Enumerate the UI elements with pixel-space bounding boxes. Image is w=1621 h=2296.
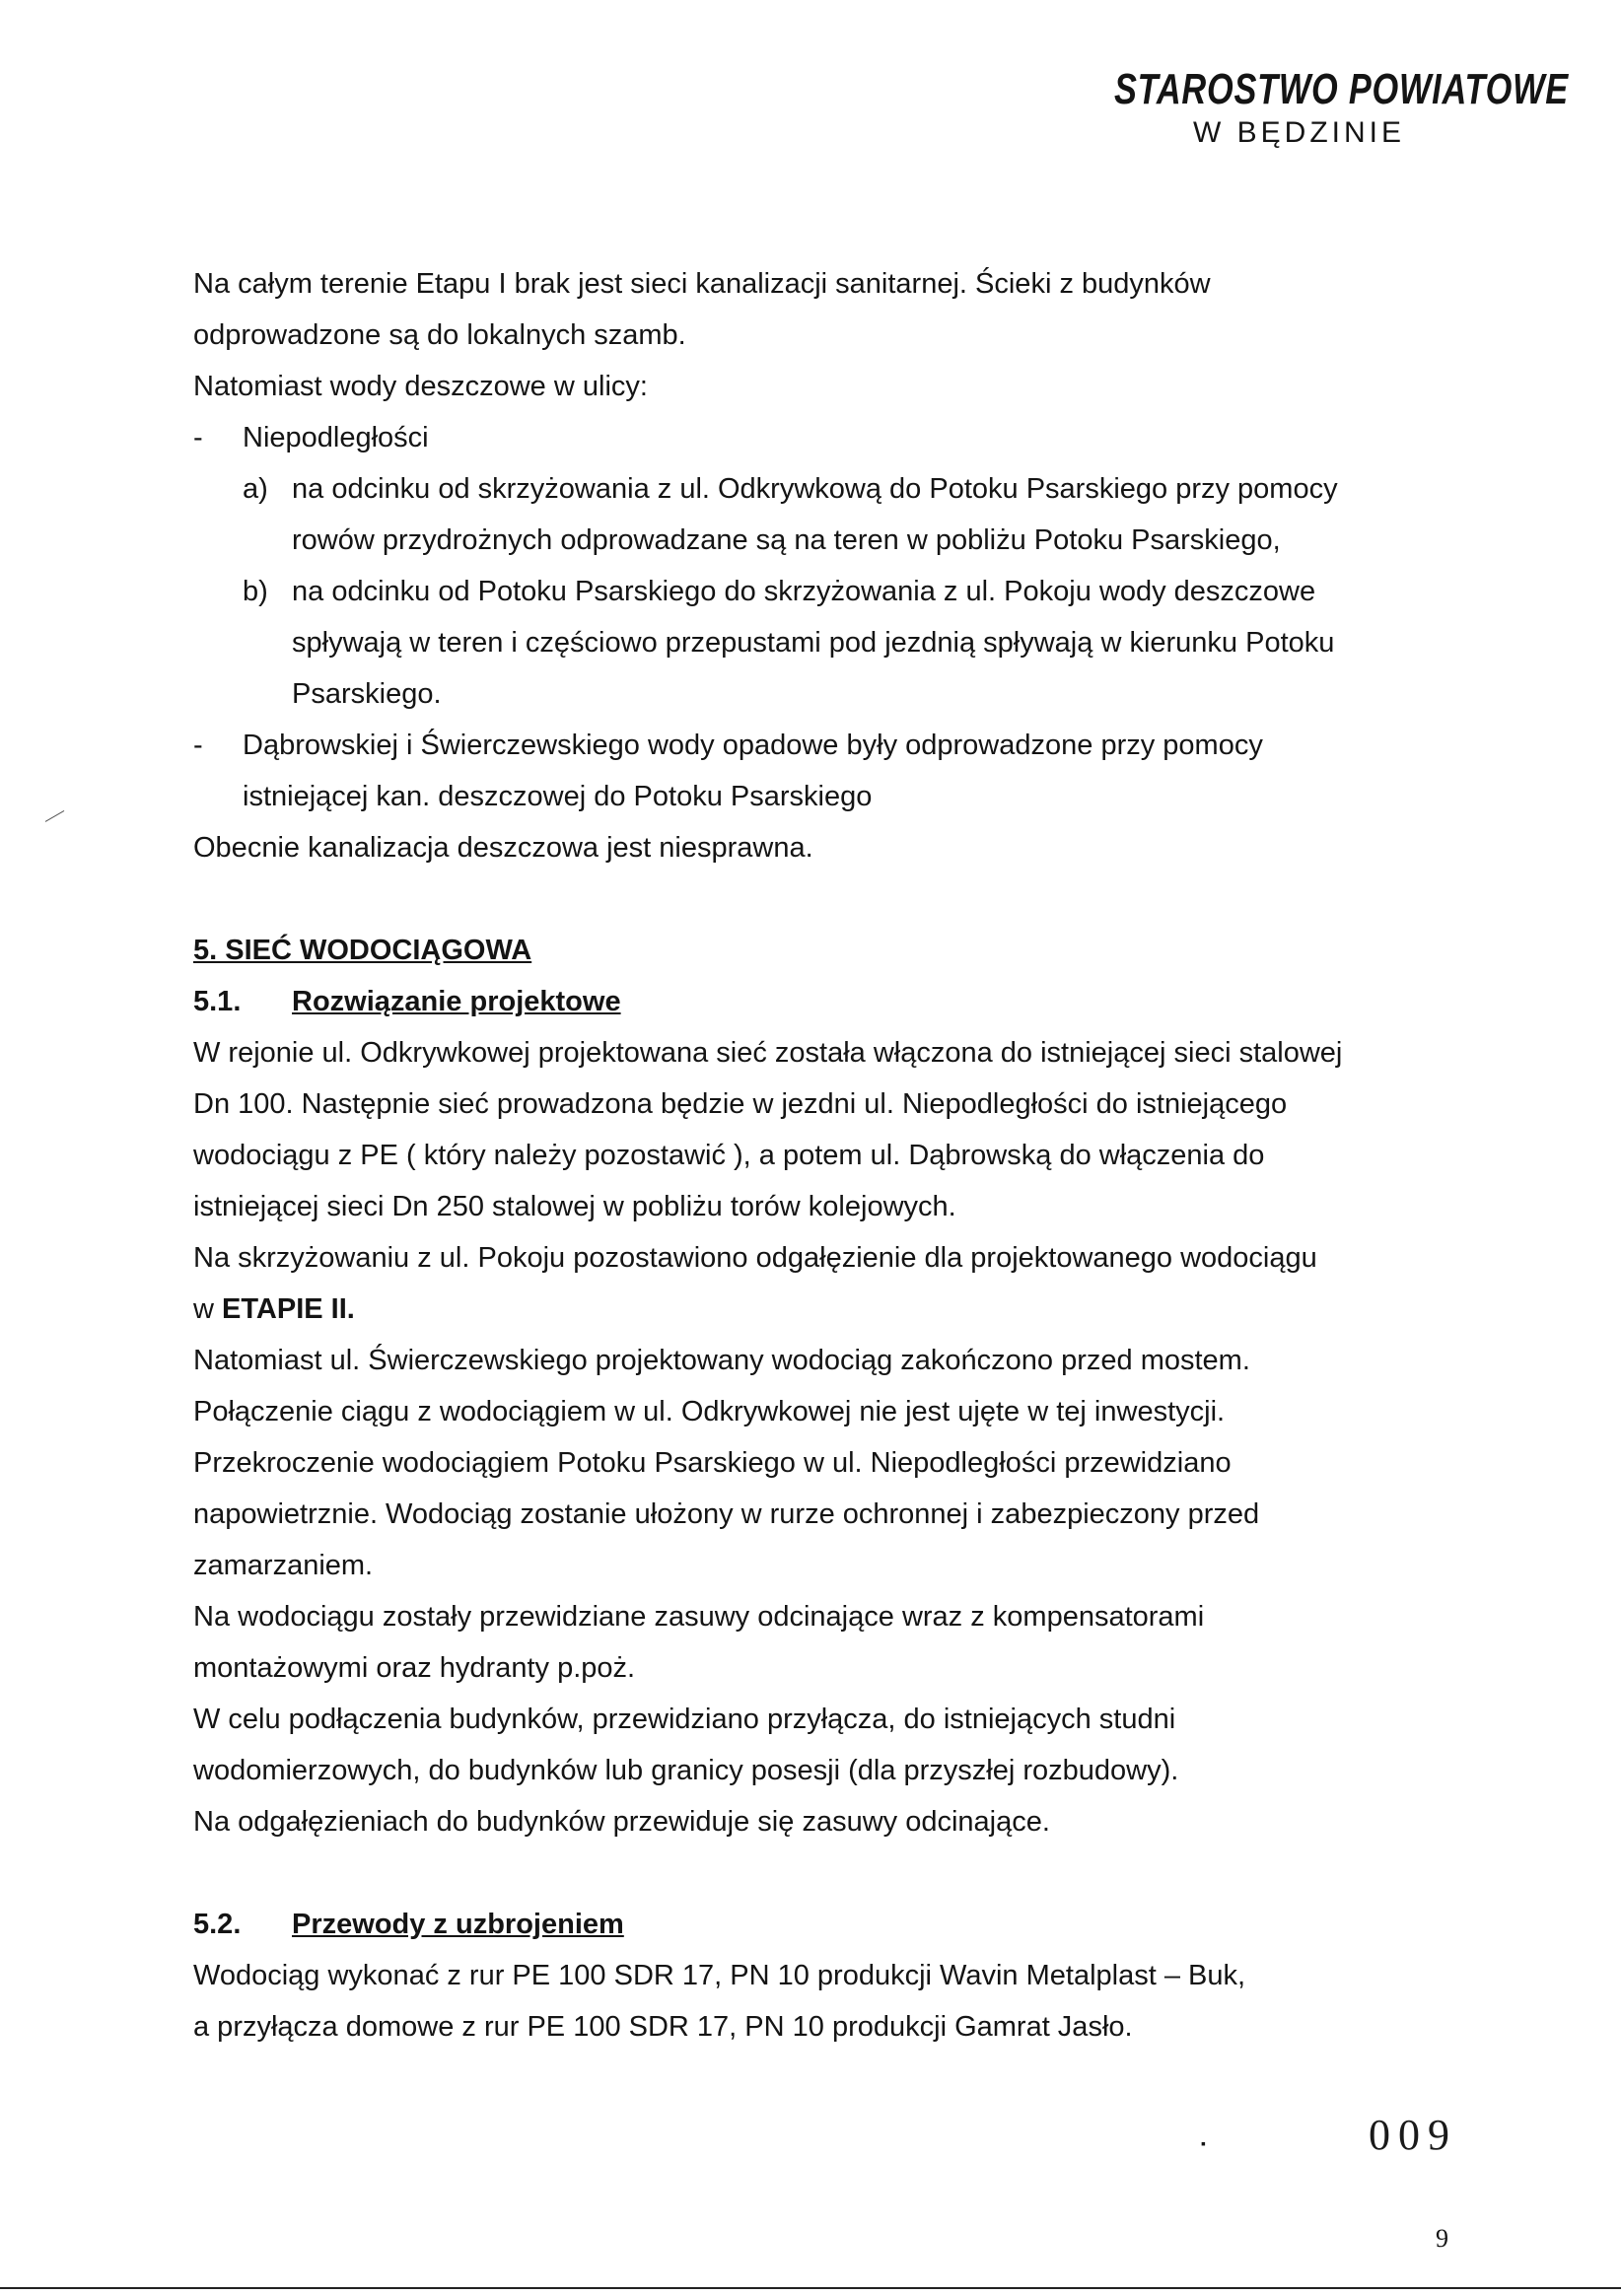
paragraph-line: Wodociąg wykonać z rur PE 100 SDR 17, PN 10 produkcji Wavin Metalplast – Buk, [193, 1960, 1246, 1991]
list-item-text-1: Dąbrowskiej i Świerczewskiego wody opadowe były odprowadzone przy pomocy [243, 730, 1263, 761]
paragraph-line: Połączenie ciągu z wodociągiem w ul. Odkrywkowej nie jest ujęte w tej inwestycji. [193, 1396, 1226, 1427]
paragraph-line: zamarzaniem. [193, 1550, 374, 1581]
stamp-office-name: STAROSTWO POWIATOWE [1114, 65, 1569, 113]
paragraph-line: napowietrznie. Wodociąg zostanie ułożony w rurze ochronnej i zabezpieczony przed [193, 1498, 1260, 1530]
subsection-title: Rozwiązanie projektowe [292, 986, 621, 1017]
list-dash: - [193, 422, 203, 453]
subsection-title: Przewody z uzbrojeniem [292, 1909, 624, 1940]
sub-item-a-text-1: na odcinku od skrzyżowania z ul. Odkrywkową do Potoku Psarskiego przy pomocy [292, 473, 1338, 505]
list-item-label: Niepodległości [243, 422, 429, 453]
sub-item-b-text-3: Psarskiego. [292, 678, 442, 710]
paragraph-line: a przyłącza domowe z rur PE 100 SDR 17, PN 10 produkcji Gamrat Jasło. [193, 2011, 1133, 2043]
paragraph-line: wodomierzowych, do budynków lub granicy posesji (dla przyszłej rozbudowy). [193, 1755, 1179, 1786]
paragraph-line: montażowymi oraz hydranty p.poż. [193, 1652, 636, 1684]
paragraph-line: W celu podłączenia budynków, przewidziano przyłącza, do istniejących studni [193, 1704, 1176, 1735]
paragraph-line: Dn 100. Następnie sieć prowadzona będzie w jezdni ul. Niepodległości do istniejącego [193, 1088, 1288, 1120]
list-item-niepodleglosci [193, 412, 1436, 463]
paragraph-line: W rejonie ul. Odkrywkowej projektowana sieć została włączona do istniejącej sieci stalowej [193, 1037, 1343, 1069]
bottom-rule [0, 2287, 1621, 2289]
paragraph-line: Przekroczenie wodociągiem Potoku Psarskiego w ul. Niepodległości przewidziano [193, 1447, 1232, 1479]
document-body [193, 258, 1436, 2052]
sub-item-a [193, 463, 1436, 515]
list-item-text-2: istniejącej kan. deszczowej do Potoku Psarskiego [243, 781, 873, 812]
bold-phrase: ETAPIE II. [222, 1293, 355, 1325]
stamped-page-number: 009 [1369, 2111, 1457, 2159]
paragraph-line: Natomiast ul. Świerczewskiego projektowany wodociąg zakończono przed mostem. [193, 1345, 1250, 1376]
subsection-heading-5-2 [193, 1899, 1436, 1950]
spacer [193, 873, 1436, 925]
list-dash: - [193, 730, 203, 761]
sub-item-b-text-1: na odcinku od Potoku Psarskiego do skrzyżowania z ul. Pokoju wody deszczowe [292, 576, 1316, 607]
text-prefix: w [193, 1293, 222, 1325]
intro-line-1: Na całym terenie Etapu I brak jest sieci kanalizacji sanitarnej. Ścieki z budynków [193, 268, 1211, 300]
paragraph-line: wodociągu z PE ( który należy pozostawić ), a potem ul. Dąbrowską do włączenia do [193, 1140, 1265, 1171]
sub-item-b [193, 566, 1436, 617]
paragraph-line: Na wodociągu zostały przewidziane zasuwy odcinające wraz z kompensatorami [193, 1601, 1205, 1633]
subsection-number: 5.1. [193, 986, 242, 1017]
sub-item-a-text-2: rowów przydrożnych odprowadzane są na teren w pobliżu Potoku Psarskiego, [292, 524, 1281, 556]
intro-line-2: odprowadzone są do lokalnych szamb. [193, 319, 686, 351]
intro-line-3: Natomiast wody deszczowe w ulicy: [193, 371, 648, 402]
stamp-office-location: W BĘDZINIE [1193, 116, 1406, 149]
sub-item-marker: b) [243, 576, 268, 607]
list-item-dabrowskiej [193, 720, 1436, 771]
closing-sentence: Obecnie kanalizacja deszczowa jest niesprawna. [193, 832, 813, 864]
spacer [193, 1847, 1436, 1899]
paragraph-line-etap [193, 1284, 1436, 1335]
section-heading: 5. SIEĆ WODOCIĄGOWA [193, 935, 532, 966]
subsection-number: 5.2. [193, 1909, 242, 1940]
small-mark: ▪ [1201, 2135, 1206, 2151]
sub-item-b-text-2: spływają w teren i częściowo przepustami pod jezdnią spływają w kierunku Potoku [292, 627, 1335, 659]
paragraph-line: Na skrzyżowaniu z ul. Pokoju pozostawiono odgałęzienie dla projektowanego wodociągu [193, 1242, 1317, 1274]
page-number: 9 [1436, 2224, 1448, 2253]
paragraph-line: Na odgałęzieniach do budynków przewiduje się zasuwy odcinające. [193, 1806, 1050, 1838]
subsection-heading-5-1 [193, 976, 1436, 1027]
sub-item-marker: a) [243, 473, 268, 505]
paragraph-line: istniejącej sieci Dn 250 stalowej w pobliżu torów kolejowych. [193, 1191, 956, 1222]
margin-pen-mark [45, 810, 76, 841]
office-stamp [1114, 65, 1569, 150]
